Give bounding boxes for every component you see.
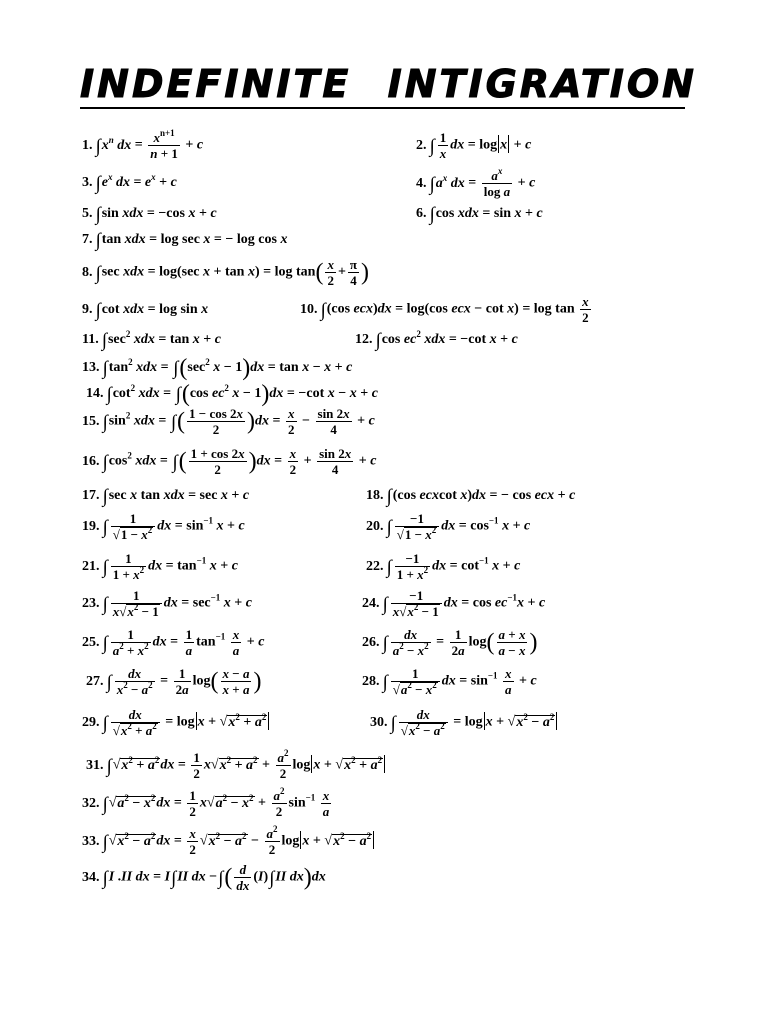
formula-14: 14. $\int\cot^2$ xdx = ∫(cos $ec^2$ x − 1)dx = −cot x − x + c <box>86 381 378 407</box>
formula-1: 1. $\int x^n$ dx = $\frac{x^{n+1}}{n + 1}$ + c <box>82 128 204 161</box>
formula-17: 17. ∫sec x tan xdx = sec x + c <box>82 486 250 507</box>
page-title-text: INDEFINITE INTIGRATION <box>80 62 697 106</box>
formula-25: 25. ∫ $\frac{1}{a^2 + x^2}$ dx = $\frac{1}{a}$ $\tan^{-1}$ $\frac{x}{a}$ + c <box>82 627 265 658</box>
formula-34: 34. ∫I .II dx = I∫II dx −∫( $\frac{d}{dx}$ (I)∫II dx)dx <box>82 862 326 893</box>
formula-5: 5. ∫sin xdx = −cos x + c <box>82 204 217 225</box>
title-underline <box>80 107 685 109</box>
formula-26: 26. ∫ $\frac{dx}{a^2 - x^2}$ = $\frac{1}{2a}$ log( $\frac{a + x}{a - x}$ ) <box>362 627 538 658</box>
formula-12: 12. ∫cos $ec^2$ xdx = −cot x + c <box>355 329 518 351</box>
formula-11: 11. $\int\sec^2$ xdx = tan x + c <box>82 329 221 351</box>
formula-9: 9. ∫cot xdx = log sin x <box>82 300 209 321</box>
formula-27: 27. ∫ $\frac{dx}{x^2 - a^2}$ = $\frac{1}{2a}$ log( $\frac{x - a}{x + a}$ ) <box>86 666 262 697</box>
formula-13: 13. $\int\tan^2$ xdx = $\int(\sec^2$ x − 1)dx = tan x − x + c <box>82 355 353 381</box>
formula-33: 33. $\int√x^2 - a^2dx$ = $\frac{x}{2}$ $√x^2 - a^2$ − $\frac{a^2}{2}$ $\log x + √x^2 - a^2$ <box>82 826 375 857</box>
formula-30: 30. ∫ $\frac{dx}{√x^2 - a^2}$ = $\log x + √x^2 - a^2$ <box>370 707 558 738</box>
formula-3: 3. $\int e^x$ dx = $e^x + c$ <box>82 172 177 194</box>
formula-2: 2. ∫ $\frac{1}{x}$ dx = log x + c <box>416 130 532 161</box>
formula-29: 29. ∫ $\frac{dx}{√x^2 + a^2}$ = $\log x + √x^2 + a^2$ <box>82 707 270 738</box>
formula-19: 19. ∫ $\frac{1}{√1 - x^2}$ dx = $\sin^{-1} x + c$ <box>82 511 245 542</box>
formula-28: 28. ∫ $\frac{1}{√a^2 - x^2}$ dx = $\sin^{-1}$ $\frac{x}{a}$ + c <box>362 666 537 697</box>
formula-10: 10. ∫(cos ecx)dx = log(cos ecx − cot x) = log tan $\frac{x}{2}$ <box>300 294 589 325</box>
page-title <box>80 62 697 112</box>
formula-24: 24. ∫ $\frac{-1}{x√x^2 - 1}$ dx = $\cos ec^{-1}x + c$ <box>362 588 546 619</box>
formula-7: 7. ∫tan xdx = log sec x = − log cos x <box>82 230 288 251</box>
formula-15: 15. $\int\sin^2$ xdx = ∫( $\frac{1 - \cos 2x}{2}$ )dx = $\frac{x}{2}$ − $\frac{\sin 2x}{4}$ + c <box>82 406 375 437</box>
formula-18: 18. ∫(cos ecxcot x)dx = − cos ecx + c <box>366 486 576 507</box>
formula-6: 6. ∫cos xdx = sin x + c <box>416 204 543 225</box>
formula-20: 20. ∫ $\frac{-1}{√1 - x^2}$ dx = $\cos^{-1} x + c$ <box>366 511 531 542</box>
formula-4: 4. $\int a^x$ dx = $\frac{a^x}{\text{log a}}$ + c <box>416 166 536 199</box>
formula-8: 8. ∫sec xdx = log(sec x + tan x) = log tan( $\frac{x}{2}$ + $\frac{\pi}{4}$ ) <box>82 257 370 288</box>
formula-21: 21. ∫ $\frac{1}{1 + x^2}$ dx = $\tan^{-1} x + c$ <box>82 551 238 582</box>
formula-23: 23. ∫ $\frac{1}{x√x^2 - 1}$ dx = $\sec^{-1} x + c$ <box>82 588 252 619</box>
formula-22: 22. ∫ $\frac{-1}{1 + x^2}$ dx = $\cot^{-1} x + c$ <box>366 551 521 582</box>
formula-16: 16. $\int\cos^2$ xdx = ∫( $\frac{1 + \cos 2x}{2}$ )dx = $\frac{x}{2}$ + $\frac{\sin 2x}{4}$ + c <box>82 446 377 477</box>
formula-32: 32. $\int√a^2 - x^2dx$ = $\frac{1}{2}$ $x√a^2 - x^2$ + $\frac{a^2}{2}$ $\sin^{-1}$ $\frac{x}{a}$ <box>82 786 330 819</box>
formula-31: 31. $\int√x^2 + a^2dx$ = $\frac{1}{2}$ $x√x^2 + a^2$ + $\frac{a^2}{2}$ $\log x + √x^2 + a^2$ <box>86 750 386 781</box>
